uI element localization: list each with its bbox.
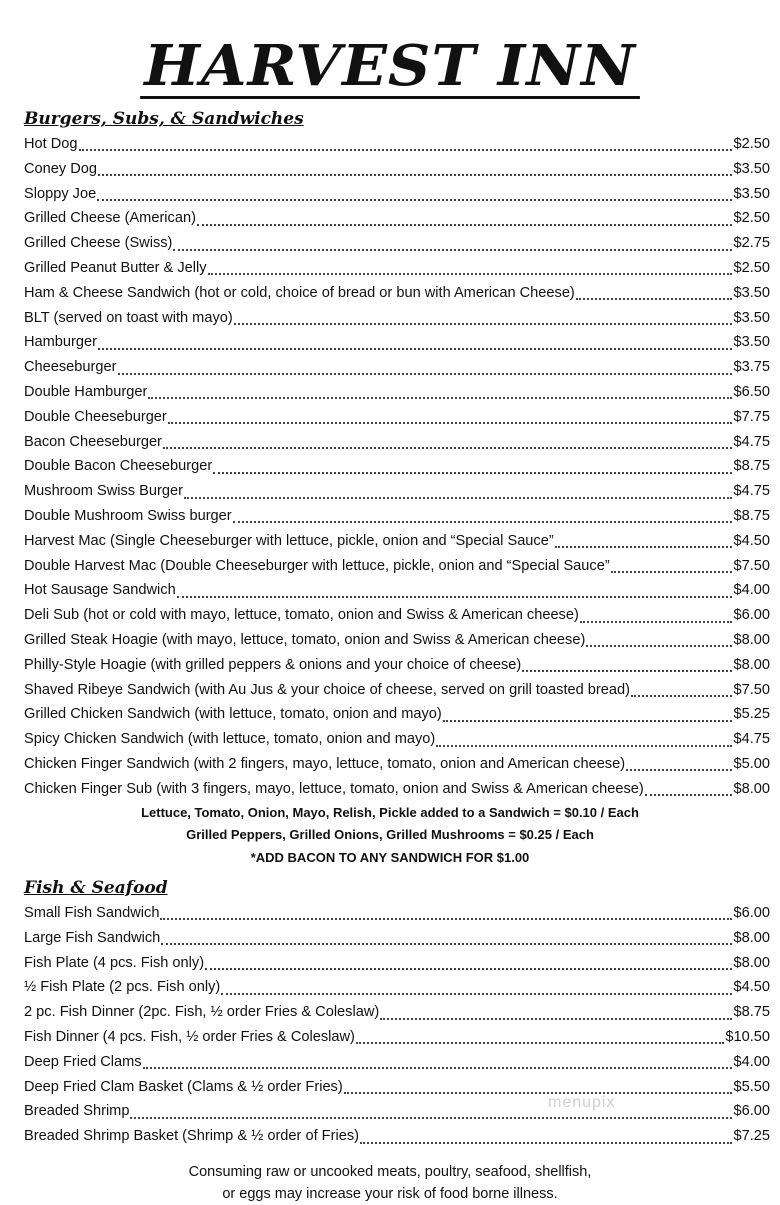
note-bacon: *ADD BACON TO ANY SANDWICH FOR $1.00	[250, 849, 530, 865]
menu-item-name: Deep Fried Clam Basket (Clams & ½ order Fries)	[24, 1078, 343, 1095]
dot-leader	[233, 521, 733, 523]
dot-leader	[118, 373, 733, 375]
menu-item-name: Philly-Style Hoagie (with grilled peppers & onions and your choice of cheese)	[24, 656, 522, 673]
menu-item-price: $3.75	[733, 359, 770, 376]
menu-item	[24, 380, 770, 405]
menu-item-price: $4.75	[733, 731, 770, 748]
menu-item-name: Breaded Shrimp	[24, 1103, 130, 1120]
menu-item-price: $7.25	[733, 1128, 770, 1145]
dot-leader	[177, 596, 733, 598]
menu-item	[24, 901, 770, 926]
menu-item-price: $3.50	[733, 284, 770, 301]
dot-leader	[555, 546, 733, 548]
menu-item-name: Mushroom Swiss Burger	[24, 483, 183, 500]
menu-item-price: $8.00	[733, 954, 770, 971]
dot-leader	[173, 249, 732, 251]
dot-leader	[161, 943, 732, 945]
menu-item-price: $8.75	[733, 507, 770, 524]
menu-item-name: Deli Sub (hot or cold with mayo, lettuce, tomato, onion and Swiss & American cheese)	[24, 607, 579, 624]
dot-leader	[130, 1117, 732, 1119]
menu-item-name: Cheeseburger	[24, 359, 117, 376]
dot-leader	[443, 720, 733, 722]
menu-item-name: Grilled Cheese (Swiss)	[24, 235, 173, 252]
menu-item	[24, 1075, 770, 1100]
dot-leader	[631, 695, 732, 697]
dot-leader	[168, 422, 733, 424]
menu-item-price: $4.75	[733, 483, 770, 500]
menu-item-price: $8.75	[733, 1004, 770, 1021]
dot-leader	[356, 1042, 724, 1044]
section-burgers	[0, 108, 780, 869]
menu-item	[24, 628, 770, 653]
menu-item	[24, 206, 770, 231]
menu-item-name: Hamburger	[24, 334, 97, 351]
menu-item-name: Double Bacon Cheeseburger	[24, 458, 213, 475]
menu-item-name: Harvest Mac (Single Cheeseburger with lettuce, pickle, onion and “Special Sauce”	[24, 532, 554, 549]
menu-item-price: $2.50	[733, 259, 770, 276]
dot-leader	[205, 968, 732, 970]
menu-item-name: Ham & Cheese Sandwich (hot or cold, choice of bread or bun with American Cheese)	[24, 284, 575, 301]
menu-item	[24, 306, 770, 331]
disclaimer-line-2: or eggs may increase your risk of food borne illness.	[222, 1185, 558, 1202]
menu-item-price: $8.00	[733, 929, 770, 946]
dot-leader	[436, 745, 732, 747]
menu-item	[24, 157, 770, 182]
menu-item	[24, 330, 770, 355]
dot-leader	[586, 645, 732, 647]
dot-leader	[148, 397, 732, 399]
dot-leader	[611, 571, 733, 573]
menu-item	[24, 554, 770, 579]
menu-item	[24, 1025, 770, 1050]
menu-item-name: Small Fish Sandwich	[24, 905, 160, 922]
menu-item-price: $7.50	[733, 681, 770, 698]
menu-item-price: $8.00	[733, 631, 770, 648]
menu-item-name: Double Harvest Mac (Double Cheeseburger with lettuce, pickle, onion and “Special Sauce”	[24, 557, 610, 574]
burger-notes	[0, 802, 780, 870]
menu-item-name: Hot Sausage Sandwich	[24, 582, 176, 599]
menu-item	[24, 479, 770, 504]
menu-item-price: $8.75	[733, 458, 770, 475]
food-safety-disclaimer	[0, 1161, 780, 1205]
menu-item-price: $2.50	[733, 210, 770, 227]
dot-leader	[160, 918, 732, 920]
dot-leader	[163, 447, 733, 449]
menu-item	[24, 529, 770, 554]
menu-item-name: Fish Plate (4 pcs. Fish only)	[24, 954, 205, 971]
menu-item	[24, 603, 770, 628]
menu-item-price: $7.75	[733, 408, 770, 425]
menu-item-name: Hot Dog	[24, 136, 78, 152]
menu-item-name: Chicken Finger Sandwich (with 2 fingers, mayo, lettuce, tomato, onion and American cheese)	[24, 755, 626, 772]
dot-leader	[197, 224, 733, 226]
dot-leader	[580, 621, 733, 623]
dot-leader	[98, 348, 732, 350]
menu-item	[24, 1124, 770, 1149]
dot-leader	[97, 199, 732, 201]
menu-item	[24, 430, 770, 455]
menu-item	[24, 975, 770, 1000]
menu-item-name: Double Hamburger	[24, 383, 148, 400]
menu-item-price: $4.50	[733, 979, 770, 996]
menu-item	[24, 281, 770, 306]
dot-leader	[645, 794, 733, 796]
menu-item	[24, 702, 770, 727]
menu-item-name: 2 pc. Fish Dinner (2pc. Fish, ½ order Fries & Coleslaw)	[24, 1004, 380, 1021]
menu-item-price: $2.75	[733, 235, 770, 252]
menu-item-name: Sloppy Joe	[24, 185, 97, 202]
menu-item-price: $6.00	[733, 607, 770, 624]
note-toppings: Lettuce, Tomato, Onion, Mayo, Relish, Pickle added to a Sandwich = $0.10 / Each	[141, 804, 639, 820]
dot-leader	[522, 670, 732, 672]
menu-item	[24, 752, 770, 777]
menu-item-price: $10.50	[725, 1029, 770, 1045]
menu-item	[24, 777, 770, 802]
menu-item	[24, 454, 770, 479]
menu-item	[24, 1050, 770, 1075]
menu-item	[24, 355, 770, 380]
menu-item	[24, 578, 770, 603]
dot-leader	[143, 1067, 733, 1069]
header	[0, 0, 780, 100]
menu-item-price: $2.50	[733, 136, 770, 152]
menu-item	[24, 256, 770, 281]
menu-item-price: $6.00	[733, 905, 770, 922]
menu-item-price: $5.00	[733, 755, 770, 772]
menu-item	[24, 405, 770, 430]
menu-item-price: $4.00	[733, 1053, 770, 1070]
menu-item-price: $8.00	[733, 656, 770, 673]
menu-item-price: $6.50	[733, 383, 770, 400]
menu-item-price: $4.75	[733, 433, 770, 450]
menu-item-name: BLT (served on toast with mayo)	[24, 309, 233, 326]
menu-item	[24, 653, 770, 678]
dot-leader	[213, 472, 732, 474]
dot-leader	[380, 1018, 732, 1020]
menu-item-price: $7.50	[733, 557, 770, 574]
menu-item	[24, 182, 770, 207]
menu-item-name: Chicken Finger Sub (with 3 fingers, mayo, lettuce, tomato, onion and Swiss & American cheese)	[24, 780, 644, 797]
menu-item	[24, 926, 770, 951]
section-heading-fish: Fish & Seafood	[24, 878, 168, 899]
menu-item-name: Shaved Ribeye Sandwich (with Au Jus & your choice of cheese, served on grill toasted bread)	[24, 681, 630, 698]
menu-item	[24, 504, 770, 529]
section-heading-burgers: Burgers, Subs, & Sandwiches	[24, 109, 304, 129]
menu-item	[24, 678, 770, 703]
menu-item-price: $6.00	[733, 1103, 770, 1120]
dot-leader	[221, 993, 732, 995]
dot-leader	[234, 323, 733, 325]
disclaimer-line-1: Consuming raw or uncooked meats, poultry, seafood, shellfish,	[188, 1163, 592, 1180]
menu-item-name: Double Cheeseburger	[24, 408, 167, 425]
section-fish	[0, 877, 780, 1149]
menu-item-name: Breaded Shrimp Basket (Shrimp & ½ order of Fries)	[24, 1128, 359, 1145]
menu-item	[24, 727, 770, 752]
menu-item-name: Coney Dog	[24, 160, 98, 177]
dot-leader	[184, 497, 733, 499]
menu-item-name: Grilled Peanut Butter & Jelly	[24, 259, 207, 276]
menu-item-name: Fish Dinner (4 pcs. Fish, ½ order Fries & Coleslaw)	[24, 1029, 355, 1045]
note-grilled-extras: Grilled Peppers, Grilled Onions, Grilled Mushrooms = $0.25 / Each	[186, 827, 594, 843]
fish-item-list	[24, 901, 770, 1149]
dot-leader	[360, 1142, 732, 1144]
menu-item-price: $3.50	[733, 334, 770, 351]
menu-item-name: Spicy Chicken Sandwich (with lettuce, tomato, onion and mayo)	[24, 731, 436, 748]
menu-item-name: Double Mushroom Swiss burger	[24, 507, 232, 524]
watermark: menupix	[548, 1094, 616, 1111]
menu-item-name: Grilled Chicken Sandwich (with lettuce, tomato, onion and mayo)	[24, 706, 442, 723]
menu-item	[24, 1000, 770, 1025]
menu-item-price: $3.50	[733, 160, 770, 177]
menu-item-name: ½ Fish Plate (2 pcs. Fish only)	[24, 979, 221, 996]
dot-leader	[79, 149, 733, 151]
menu-item-price: $5.25	[733, 706, 770, 723]
menu-item	[24, 951, 770, 976]
menu-item	[24, 231, 770, 256]
dot-leader	[576, 298, 733, 300]
menu-item-name: Grilled Cheese (American)	[24, 210, 196, 227]
menu-item-price: $4.50	[733, 532, 770, 549]
menu-item-name: Grilled Steak Hoagie (with mayo, lettuce, tomato, onion and Swiss & American cheese)	[24, 631, 586, 648]
menu-item-price: $3.50	[733, 309, 770, 326]
menu-item-name: Bacon Cheeseburger	[24, 433, 162, 450]
burger-item-list	[24, 132, 770, 802]
menu-item-name: Large Fish Sandwich	[24, 929, 161, 946]
dot-leader	[344, 1092, 733, 1094]
menu-item-price: $8.00	[733, 780, 770, 797]
restaurant-title: HARVEST INN	[140, 38, 640, 99]
dot-leader	[208, 273, 733, 275]
menu-item	[24, 132, 770, 157]
menu-item-name: Deep Fried Clams	[24, 1053, 142, 1070]
menu-item	[24, 1099, 770, 1124]
menu-item-price: $3.50	[733, 185, 770, 202]
dot-leader	[98, 174, 732, 176]
menu-item-price: $4.00	[733, 582, 770, 599]
menu-item-price: $5.50	[733, 1078, 770, 1095]
dot-leader	[626, 769, 732, 771]
